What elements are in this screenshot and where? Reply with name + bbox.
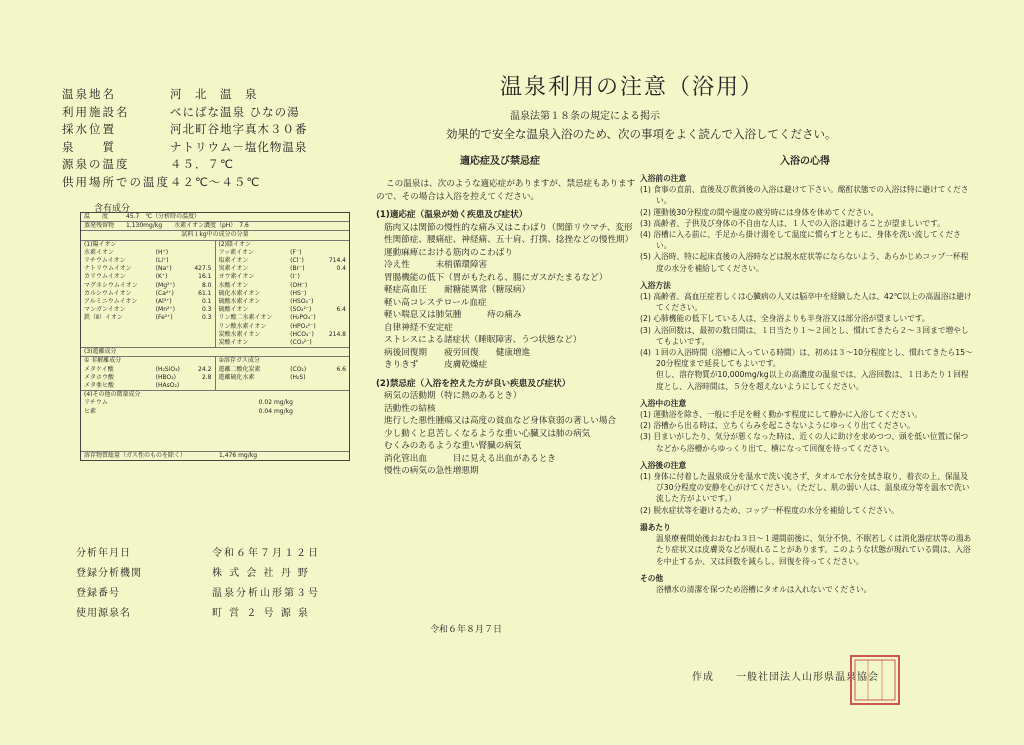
guideline-note: 但し、溶存物質が10,000mg/kg以上の高濃度の温泉では、入浴回数は、１日あたり１回程度とし、入浴時間は、５分を超えないようにしてください。 [656,370,969,391]
ion-name: フッ素イオン [218,248,254,256]
guideline-note: 浴槽水の清潔を保つため浴槽にタオルは入れないでください。 [656,584,872,594]
info-value: 河 北 温 泉 [170,87,258,101]
analysis-value: 温泉分析山形第３号 [212,588,320,599]
info-label: 温泉地名 [62,87,116,101]
ion-row [84,366,212,374]
ion-symbol: (Br⁻) [290,265,305,273]
ion-value [326,314,346,322]
guideline-item: (2) 心肺機能の低下している人は、全身浴よりも半身浴又は部分浴が望ましいです。 [640,314,930,324]
contraindication-item: 消化管出血 目に見える出血があるとき [384,453,556,464]
adaptation-item: 運動麻痺における筋肉のこわばり [384,247,513,258]
ion-symbol: (HSO₄⁻) [290,298,314,306]
ion-value [326,339,346,347]
guideline-item: (4) １回の入浴時間（浴槽に入っている時間）は、初めは３～10分程度とし、慣れてきたら15～20分程度まで延長してもよいです。 [640,348,973,369]
guideline-item: (2) 脱水症状等を避けるため、コップ一杯程度の水分を補給してください。 [640,505,899,515]
indications-body [376,178,638,478]
ion-row [219,257,347,265]
total-row: 溶存物質総量（ガス性のものを除く） 1,476 mg/kg [84,452,258,460]
anion-column [216,241,350,348]
ion-row [219,282,347,290]
guideline-section-title: 湯あたり [640,522,671,532]
guideline-note: 温泉療養開始後おおむね３日～１週間前後に、気分不快、不眠若しくは消化器症状等の湯あたり症状又は皮膚炎などが現れることがあります。このような状態が現れている間は、入浴を中止するか、又は回数を減らし、回復を待ってください。 [656,534,972,566]
trace-name: リチウム [84,399,108,407]
analysis-value: 町 営 ２ 号 源 泉 [212,608,310,619]
gas-title: ②溶存ガス成分 [218,357,260,365]
gas-column [216,357,350,390]
ion-value [192,249,212,257]
info-row [62,86,308,104]
ion-value: 6.4 [336,306,346,314]
guidelines-heading: 入浴の心得 [780,156,830,167]
analysis-value: 株 式 会 社 丹 野 [212,568,310,579]
info-value: 河北町谷地字真木３０番 [170,122,308,136]
ion-symbol: (HBO₂) [155,373,177,381]
ion-symbol: (HS⁻) [290,289,307,297]
guideline-item: (1) 身体に付着した温泉成分を温水で洗い流さず、タオルで水分を拭き取り、着衣の上、保温及び30分程度の安静を心がけてください。（ただし、肌の弱い人は、温泉成分等を温水で洗い流した方がよいです。） [640,472,970,504]
guideline-section-title: その他 [640,573,664,583]
ion-row [219,366,347,374]
ion-value: 24.2 [198,365,212,373]
ion-row [219,290,347,298]
ion-symbol: (Mn²⁺) [155,306,175,314]
analysis-label: 分析年月日 [76,548,131,559]
info-row [62,174,308,192]
trace-value: 0.04 mg/kg [258,407,293,415]
intro-text: 効果的で安全な温泉入浴のため、次の事項をよく読んで入浴してください。 [446,127,837,141]
contraindication-item: むくみのあるような重い腎臓の病気 [384,441,522,451]
residue-row: 蒸発残留物 1,130mg/kg 水素イオン濃度（pH） 7.6 [81,222,349,231]
info-label: 源泉の温度 [62,157,130,171]
ion-row [219,323,347,331]
info-row [62,121,308,139]
guideline-section-title: 入浴方法 [640,280,671,290]
ion-value: 0.4 [336,265,346,273]
ion-columns [81,241,349,349]
guideline-section-title: 入浴前の注意 [640,174,687,183]
ion-row [84,314,212,322]
analysis-row [76,564,320,584]
analysis-row [76,604,320,624]
contraindication-item: 慢性の病気の急性増悪期 [384,466,479,476]
ion-value: 214.8 [328,330,346,338]
ion-name: 塩素イオン [218,257,249,265]
ion-name: マンガンイオン [84,306,126,314]
free-columns [81,357,349,391]
trace-title: (4)その他の微量成分 [84,391,141,399]
ion-value: 0.3 [201,314,212,322]
guideline-item: (3) 目まいがしたり、気分が悪くなった時は、近くの人に助けを求めつつ、頭を低い位置に保つなどから浴槽からゆっくり出て、横になって回復を待ってください。 [640,432,969,453]
info-row [62,156,308,174]
contraindication-item: 少し動くと息苦しくなるような重い心臓又は肺の病気 [384,428,591,439]
analysis-row [76,584,320,604]
info-label: 泉 質 [62,139,116,154]
info-row [62,104,308,122]
guideline-item: (3) 高齢者、子供及び身体の不自由な人は、１人での入浴は避けることが望ましいです。 [640,218,945,228]
ion-name: マグネシウムイオン [84,281,138,289]
page-title: 温泉利用の注意（浴用） [500,75,765,100]
ion-symbol: (CO₂) [290,365,307,373]
free-components-title: (3)遊離成分 [81,348,349,357]
cation-title: (1)陽イオン [84,240,117,248]
ion-name: 臭素イオン [218,265,249,273]
analysis-label: 使用源泉名 [76,608,131,619]
ion-symbol: (Cl⁻) [290,257,304,265]
anion-title: (2)陰イオン [218,240,251,248]
ion-name: ナトリウムイオン [84,265,132,273]
info-label: 採水位置 [62,122,116,136]
ion-row [219,331,347,339]
analysis-label: 登録番号 [76,588,120,599]
page-subtitle: 温泉法第１８条の規定による掲示 [510,111,660,122]
ion-value: 427.5 [194,265,212,273]
analysis-label: 登録分析機関 [76,568,142,579]
ion-value [326,273,346,281]
ion-row [219,273,347,281]
ion-value [326,298,346,306]
guideline-item: (5) 入浴時、特に起床直後の入浴時などは脱水症状等にならないよう、あらかじめコップ一杯程度の水分を補給してください。 [640,252,969,273]
ion-symbol: (HPO₄²⁻) [290,322,316,330]
contraindication-item: 進行した悪性腫瘍又は高度の貧血など身体衰弱の著しい場合 [384,416,617,426]
ion-row [84,374,212,382]
ion-name: メタ亜ヒ酸 [84,382,115,390]
ion-value: 0.1 [201,298,212,306]
guideline-item: (1) 高齢者、高血圧症若しくは心臓病の人又は脳卒中を経験した人は、42℃以上の高温浴は避けてください。 [640,292,972,313]
ion-symbol: (Na⁺) [155,265,172,273]
analysis-value: 令和６年７月１２日 [212,548,320,559]
ion-symbol: (HCO₃⁻) [290,330,314,338]
composition-title: 含有成分 [94,204,131,214]
ion-value [326,249,346,257]
indications-heading: 適応症及び禁忌症 [460,156,540,167]
nondissociated-column [81,357,216,390]
ion-row [84,382,212,390]
adaptation-item: きりきず 皮膚乾燥症 [384,360,488,370]
ion-symbol: (H₂PO₄⁻) [290,314,316,322]
guideline-item: (1) 食事の直前、直後及び飲酒後の入浴は避けて下さい。酩酊状態での入浴は特に避けてください。 [640,185,969,206]
trace-value: 0.02 mg/kg [258,399,293,407]
guideline-item: (3) 入浴回数は、最初の数日間は、１日当たり１～２回とし、慣れてきたら２～３回まで増やしてもよいです。 [640,325,969,346]
ion-row [219,249,347,257]
ion-name: 鉄（Ⅱ）イオン [84,314,123,322]
ion-row [219,374,347,382]
ion-symbol: (Fe²⁺) [155,314,173,322]
per-kg-row: 試料１kg中の成分の分量 [81,231,349,240]
info-row [62,139,308,157]
ion-row [84,257,212,265]
association-seal [850,655,900,705]
indications-lead: この温泉は、次のような適応症がありますが、禁忌症もありますので、その場合は入浴を控えてください。 [376,179,636,202]
ion-name: カルシウムイオン [84,289,132,297]
ion-name: リン酸水素イオン [218,322,267,330]
ion-row [84,273,212,281]
guideline-item: (4) 浴槽に入る前に、手足から掛け湯をして温度に慣らすとともに、身体を洗い流してください。 [640,230,961,251]
ion-row [84,249,212,257]
trace-name: ヒ素 [84,407,97,415]
info-value: ４５．７℃ [170,157,234,171]
adaptation-item: 筋肉又は関節の慢性的な痛み又はこわばり（関節リウマチ、変形性関節症、腰痛症、神経痛、五十肩、打撲、捻挫などの慢性期） [384,222,634,245]
ion-value: 8.0 [201,281,212,289]
adaptation-item: 病後回復期 疲労回復 健康増進 [384,347,531,358]
ion-symbol: (OH⁻) [290,281,308,289]
ion-symbol: (Li⁺) [155,257,169,265]
info-value: ４２℃～４５℃ [170,174,261,189]
ion-name: 炭酸イオン [218,339,249,347]
ion-value [192,257,212,265]
adaptation-title: (1)適応症（温泉が効く疾患及び症状） [376,210,528,220]
ion-value: 16.1 [198,273,212,281]
ion-name: ヨウ素イオン [218,273,255,281]
ion-row [84,282,212,290]
ion-symbol: (HAsO₂) [155,382,180,390]
ion-name: 水酸イオン [218,281,249,289]
contraindication-title: (2)禁忌症（入浴を控えた方が良い疾患及び症状） [376,378,571,389]
ion-value: 714.4 [328,257,346,265]
ion-name: 水素イオン [84,248,114,256]
ion-row [219,314,347,322]
info-value: べにばな温泉 ひなの湯 [170,104,300,119]
ion-symbol: (K⁺) [155,273,168,281]
info-value: ナトリウム－塩化物温泉 [170,139,308,154]
ion-value [326,282,346,290]
nondissociated-title: ① 非解離成分 [84,357,122,365]
ion-row [219,339,347,347]
adaptation-item: ストレスによる諸症状（睡眠障害、うつ状態など） [384,335,582,345]
info-label: 利用施設名 [62,104,130,119]
temperature-row: 温 度 45.7 ℃（分析時の温度） [81,213,349,222]
guideline-item: (2) 運動後30分程度の間や過度の疲労時には身体を休めてください。 [640,207,879,217]
ion-name: メタホウ酸 [84,373,115,381]
ion-symbol: (H₂SiO₃) [155,365,180,373]
ion-name: リン酸二水素イオン [218,314,273,322]
ion-name: 硫化水素イオン [218,289,261,297]
ion-value [192,382,212,390]
ion-name: 遊離二酸化炭素 [218,365,261,373]
trace-row [84,408,346,416]
adaptation-item: 自律神経不安定症 [384,322,453,333]
ion-symbol: (F⁻) [290,248,302,256]
ion-name: リチウムイオン [84,257,126,265]
ion-name: アルミニウムイオン [84,298,138,306]
adaptation-item: 冷え性 末梢循環障害 [384,260,488,270]
spring-info [62,86,308,191]
ion-symbol: (Ca²⁺) [155,289,174,297]
ion-row [84,290,212,298]
cation-column [81,241,216,348]
ion-row [84,298,212,306]
guideline-item: (1) 運動浴を除き、一般に手足を軽く動かす程度にして静かに入浴してください。 [640,410,923,420]
adaptation-item: 軽い喘息又は肺気腫 痔の痛み [384,310,522,320]
adaptation-item: 軽い高コレステロール血症 [384,297,487,308]
composition-table [80,212,350,461]
ion-name: 硫酸水素イオン [218,298,261,306]
author-line: 作成 一般社団法人山形県温泉協会 [692,672,879,683]
trace-row [84,399,346,407]
ion-value [326,323,346,331]
ion-name: メタケイ酸 [84,365,114,373]
guidelines-body [640,167,975,595]
ion-symbol: (I⁻) [290,273,300,281]
ion-symbol: (CO₃²⁻) [290,339,312,347]
ion-symbol: (H⁺) [155,248,169,256]
ion-row [219,298,347,306]
ion-symbol: (Mg²⁺) [155,281,175,289]
adaptation-item: 胃腸機能の低下（胃がもたれる、腸にガスがたまるなど） [384,272,608,283]
ion-value: 61.1 [198,289,212,297]
posting-date: 令和６年８月７日 [430,625,503,635]
seal-stamp-icon [853,658,897,702]
ion-name: 炭酸水素イオン [218,330,261,338]
ion-symbol: (Al³⁺) [155,298,172,306]
ion-name: 遊離硫化水素 [218,373,255,381]
contraindication-item: 病気の活動期（特に熱のあるとき） [384,391,522,401]
adaptation-item: 軽症高血圧 耐糖能異常（糖尿病） [384,285,531,295]
guideline-section-title: 入浴中の注意 [640,398,687,408]
trace-section [81,391,349,452]
ion-name: カリウムイオン [84,273,126,281]
ion-symbol: (H₂S) [290,373,306,381]
ion-value: 6.6 [336,365,346,373]
info-label: 供用場所での温度 [62,174,170,189]
analysis-info [76,544,320,624]
guideline-item: (2) 浴槽から出る時は、立ちくらみを起こさないようにゆっくり出てください。 [640,421,915,431]
contraindication-item: 活動性の結核 [384,403,436,414]
ion-value: 2.8 [201,373,212,381]
ion-name: 硫酸イオン [218,306,249,314]
ion-value [326,290,346,298]
ion-symbol: (SO₄²⁻) [290,306,312,314]
ion-value: 0.3 [201,306,212,314]
analysis-row [76,544,320,564]
ion-value [326,374,346,382]
guideline-section-title: 入浴後の注意 [640,460,687,470]
